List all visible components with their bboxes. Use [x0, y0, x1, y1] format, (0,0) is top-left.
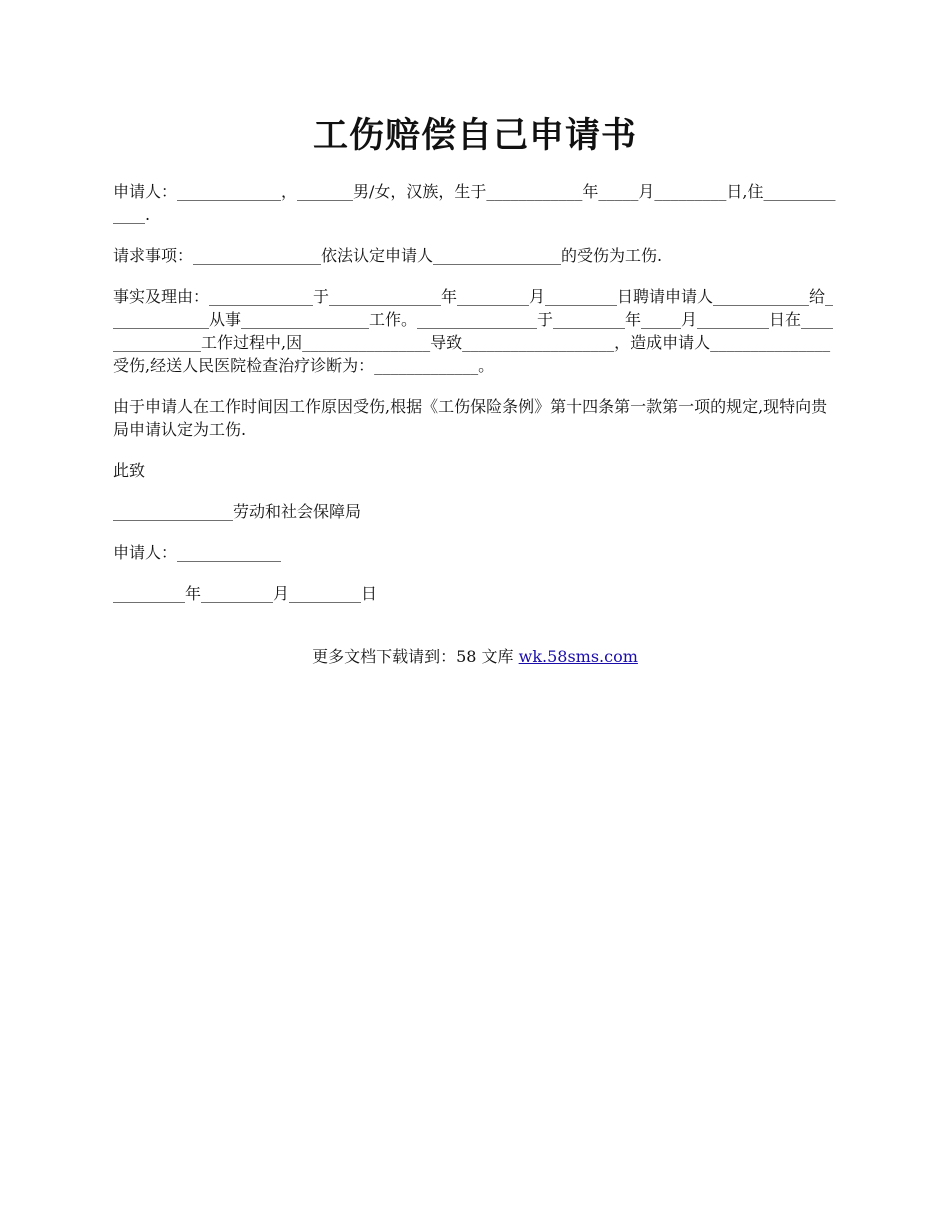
salutation-paragraph: 此致: [113, 461, 146, 480]
footer-prefix-text: 更多文档下载请到：58 文库: [312, 647, 519, 666]
footer-download-note: [0, 645, 950, 668]
date-paragraph: _________年_________月_________日: [113, 584, 378, 603]
facts-reasons-paragraph: 事实及理由：_____________于______________年_________月_________日聘请申请人____________给_____________从事________________工作。_______________于_________年_____月_________日在_______________工作过程中,因________________导致___________________，造成申请人_______________受伤,经送人民医院检查治疗诊断为：_____________。: [113, 287, 834, 375]
applicant-signature-paragraph: 申请人：_____________: [113, 543, 282, 562]
recipient-bureau-paragraph: _______________劳动和社会保障局: [113, 502, 362, 521]
document-title: 工伤赔偿自己申请书: [312, 115, 637, 156]
request-items-paragraph: 请求事项：________________依法认定申请人________________的受伤为工伤.: [113, 246, 663, 265]
footer-link[interactable]: wk.58sms.com: [518, 647, 638, 666]
document-body: [113, 180, 838, 623]
legal-basis-paragraph: 由于申请人在工作时间因工作原因受伤,根据《工伤保险条例》第十四条第一款第一项的规定,现特向贵局申请认定为工伤.: [113, 397, 828, 439]
applicant-info-paragraph: 申请人：_____________，_______男/女，汉族，生于____________年_____月_________日,住_____________.: [113, 182, 836, 224]
